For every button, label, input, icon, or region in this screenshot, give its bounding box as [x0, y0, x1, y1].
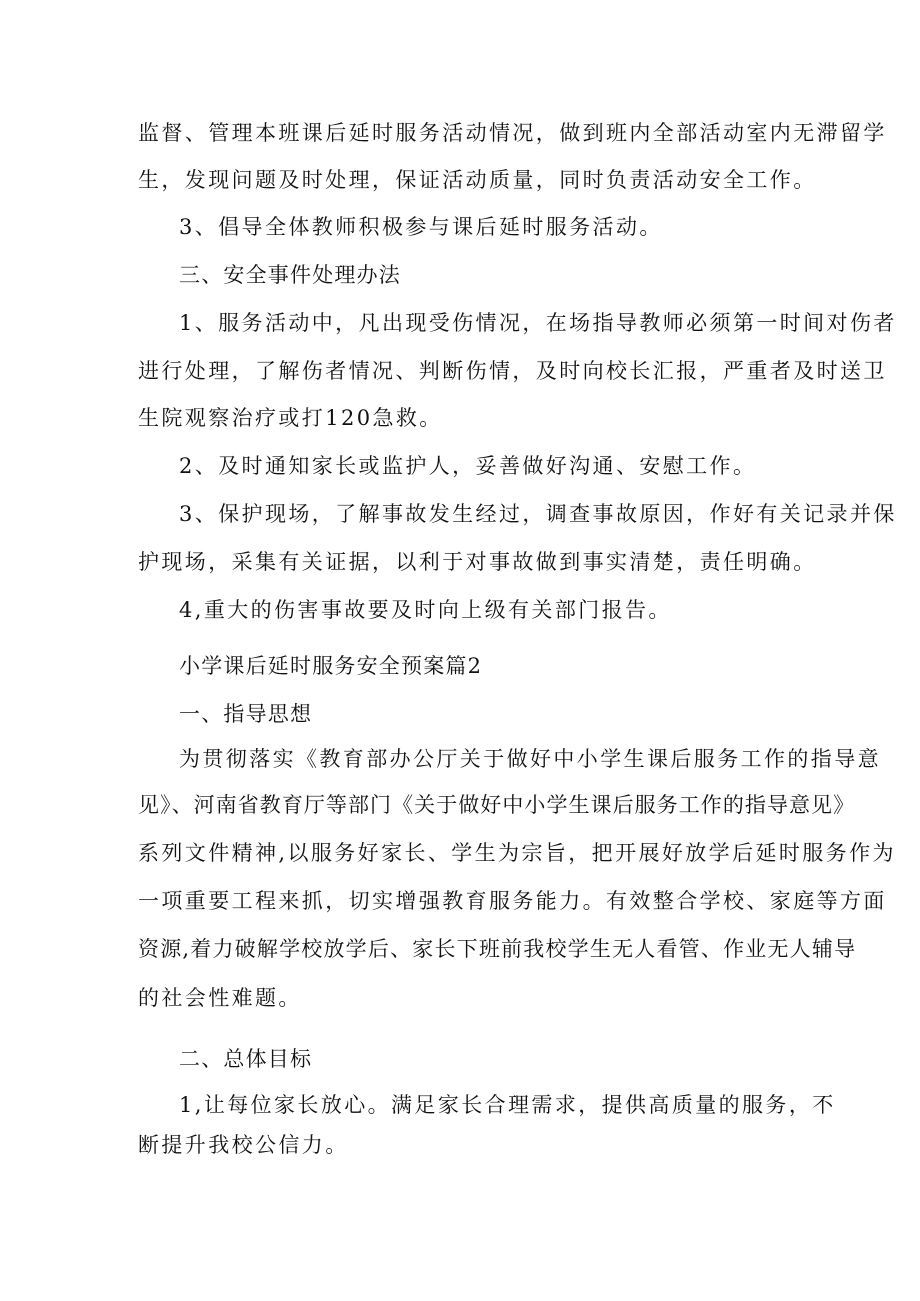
body-text-line: 护现场，采集有关证据，以利于对事故做到事实清楚，责任明确。: [138, 550, 817, 574]
list-item-text: 4,重大的伤害事故要及时向上级有关部门报告。: [179, 598, 672, 622]
body-text-line: 见》、河南省教育厅等部门《关于做好中小学生课后服务工作的指导意见》: [138, 793, 856, 817]
body-text-line: 监督、管理本班课后延时服务活动情况，做到班内全部活动室内无滞留学: [138, 121, 887, 145]
body-text-line: 进行处理，了解伤者情况、判断伤情，及时向校长汇报，严重者及时送卫: [138, 359, 887, 383]
list-item-text: 3、保护现场，了解事故发生经过，调查事故原因，作好有关记录并保: [179, 502, 897, 526]
list-item-text: 2、及时通知家长或监护人，妥善做好沟通、安慰工作。: [179, 454, 757, 478]
section-heading: 一、指导思想: [179, 702, 313, 726]
section-heading: 三、安全事件处理办法: [179, 263, 401, 287]
body-text-line: 一项重要工程来抓，切实增强教育服务能力。有效整合学校、家庭等方面: [138, 889, 887, 913]
list-item-text: 3、倡导全体教师积极参与课后延时服务活动。: [179, 215, 663, 239]
body-text-line: 断提升我校公信力。: [138, 1133, 349, 1157]
body-text-line: 生，发现问题及时处理，保证活动质量，同时负责活动安全工作。: [138, 168, 817, 192]
article-title: 小学课后延时服务安全预案篇2: [179, 654, 483, 678]
body-text-line: 生院观察治疗或打120急救。: [138, 406, 443, 430]
body-text-line: 资源,着力破解学校放学后、家长下班前我校学生无人看管、作业无人辅导: [138, 937, 857, 961]
section-heading: 二、总体目标: [179, 1047, 313, 1071]
body-text-line: 系列文件精神,以服务好家长、学生为宗旨，把开展好放学后延时服务作为: [138, 841, 896, 865]
body-text-line: 的社会性难题。: [138, 986, 302, 1010]
list-item-text: 1,让每位家长放心。满足家长合理需求，提供高质量的服务，不: [179, 1093, 836, 1117]
list-item-text: 1、服务活动中，凡出现受伤情况，在场指导教师必须第一时间对伤者: [179, 311, 897, 335]
paragraph-text: 为贯彻落实《教育部办公厅关于做好中小学生课后服务工作的指导意: [179, 747, 881, 771]
